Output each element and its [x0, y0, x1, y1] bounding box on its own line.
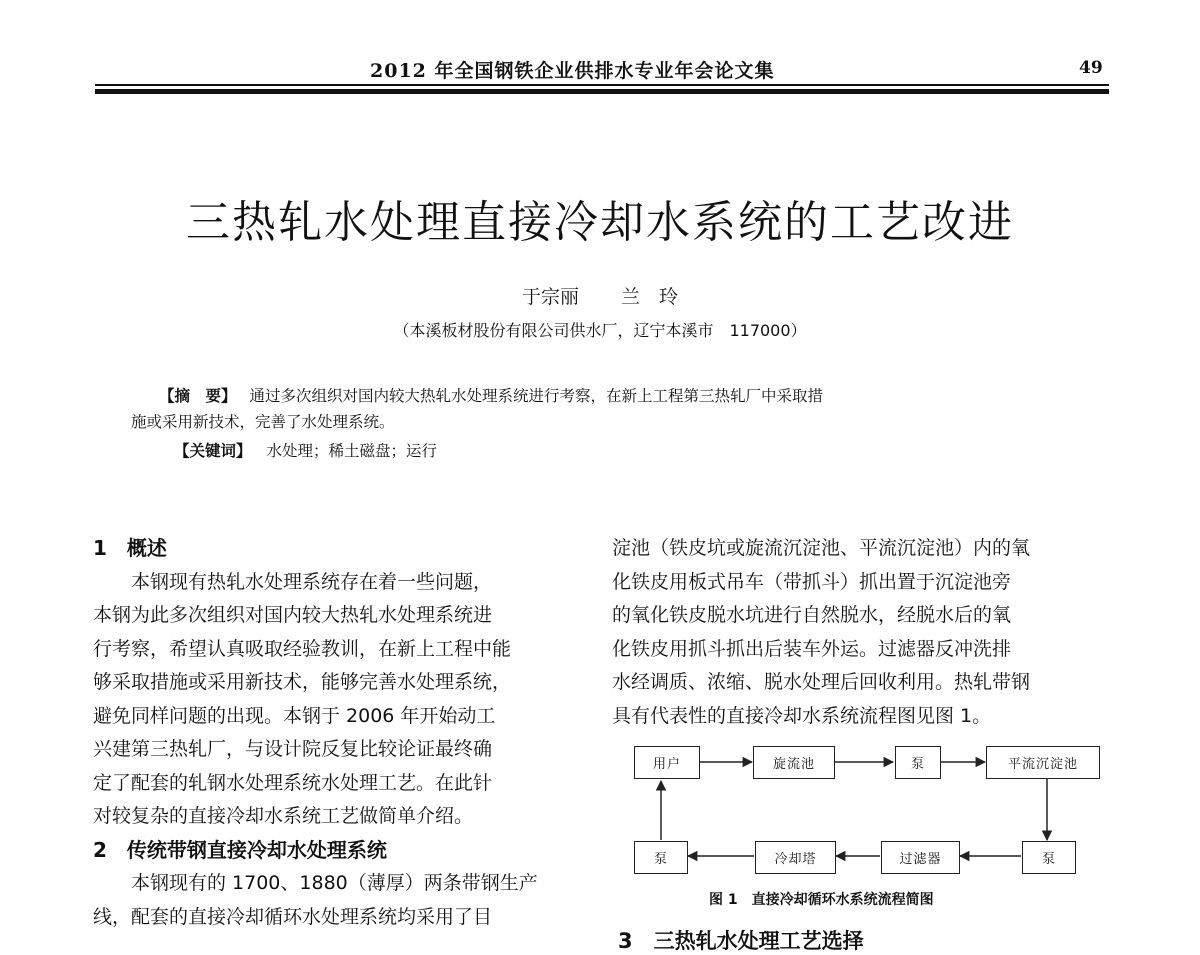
right-line: 水经调质、浓缩、脱水处理后回收利用。热轧带钢 [612, 671, 1031, 693]
s1-line: 兴建第三热轧厂，与设计院反复比较论证最终确 [93, 738, 493, 760]
section-3-heading: 3 三热轧水处理工艺选择 [618, 929, 864, 953]
s2-line: 本钢现有的 1700、1880（薄厚）两条带钢生产 [93, 872, 538, 894]
keywords-text: 水处理；稀土磁盘；运行 [266, 442, 437, 460]
figure-1-caption: 图 1 直接冷却循环水系统流程简图 [709, 892, 934, 908]
node-pump-left: 泵 [634, 841, 688, 874]
s1-line: 本钢现有热轧水处理系统存在着一些问题， [93, 570, 493, 593]
abstract-text-line1: 通过多次组织对国内较大热轧水处理系统进行考察，在新上工程第三热轧厂中采取措 [249, 387, 823, 405]
s1-line: 行考察，希望认真吸取经验教训，在新上工程中能 [93, 637, 512, 660]
right-column [612, 532, 1112, 733]
abstract-label: 【摘 要】 [159, 387, 237, 405]
right-line: 的氧化铁皮脱水坑进行自然脱水，经脱水后的氧 [612, 604, 1012, 626]
s1-line: 定了配套的轧钢水处理系统水处理工艺。在此针 [93, 771, 493, 794]
section-1-heading: 1 概述 [93, 536, 167, 560]
authors [0, 282, 1200, 309]
header-rule-thick [95, 89, 1109, 94]
header-rule-thin [95, 84, 1109, 86]
page-number: 49 [1079, 58, 1103, 78]
s1-line: 够采取措施或采用新技术，能够完善水处理系统， [93, 671, 512, 693]
node-cooling-tower: 冷却塔 [755, 841, 836, 874]
node-user: 用户 [634, 746, 700, 779]
author-1: 于宗丽 [521, 286, 579, 308]
node-cyclone: 旋流池 [753, 746, 835, 779]
node-settling: 平流沉淀池 [986, 746, 1100, 779]
s1-line: 避免同样问题的出现。本钢于 2006 年开始动工 [93, 704, 496, 727]
abstract-text-line2: 施或采用新技术，完善了水处理系统。 [131, 413, 395, 431]
node-filter: 过滤器 [881, 841, 960, 874]
right-line: 具有代表性的直接冷却水系统流程图见图 1。 [612, 704, 992, 727]
paper-title: 三热轧水处理直接冷却水系统的工艺改进 [186, 197, 1014, 248]
abstract [159, 382, 1109, 410]
section-2-heading: 2 传统带钢直接冷却水处理系统 [93, 837, 387, 862]
left-column [93, 532, 583, 934]
s1-line: 对较复杂的直接冷却水系统工艺做简单介绍。 [93, 805, 474, 827]
running-title: 2012 年全国钢铁企业供排水专业年会论文集 [370, 60, 775, 82]
right-line: 化铁皮用板式吊车（带抓斗）抓出置于沉淀池旁 [612, 570, 1012, 593]
s1-line: 本钢为此多次组织对国内较大热轧水处理系统进 [93, 604, 493, 626]
right-line: 化铁皮用抓斗抓出后装车外运。过滤器反冲洗排 [612, 637, 1012, 660]
author-2: 兰 玲 [621, 286, 679, 308]
right-line: 淀池（铁皮坑或旋流沉淀池、平流沉淀池）内的氧 [612, 537, 1031, 559]
node-pump-top: 泵 [895, 746, 941, 779]
keywords-label: 【关键词】 [174, 442, 252, 460]
node-pump-right: 泵 [1022, 841, 1076, 874]
keywords [174, 439, 437, 461]
affiliation: （本溪板材股份有限公司供水厂，辽宁本溪市 117000） [393, 321, 807, 340]
s2-line: 线，配套的直接冷却循环水处理系统均采用了目 [93, 905, 493, 928]
